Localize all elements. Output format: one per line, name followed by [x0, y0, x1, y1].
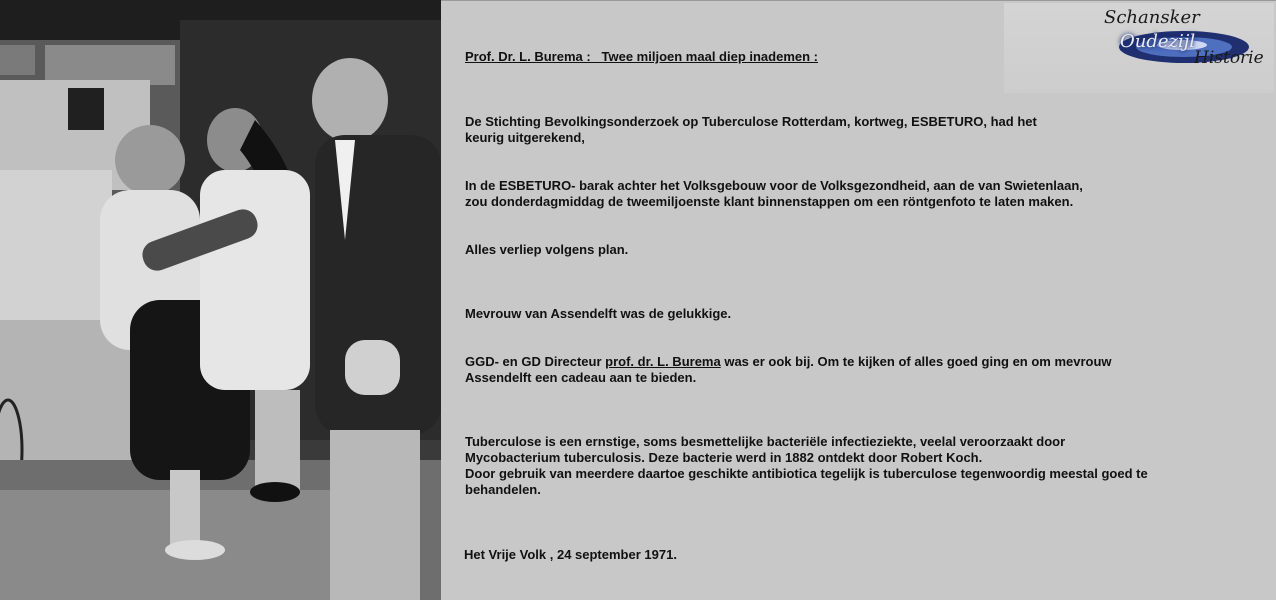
paragraph-1-line-2: keurig uitgerekend, [465, 130, 585, 145]
paragraph-5-line-2: Assendelft een cadeau aan te bieden. [465, 370, 697, 385]
site-logo[interactable] [1004, 3, 1274, 93]
paragraph-5-suffix: was er ook bij. Om te kijken of alles goed ging en om mevrouw [720, 354, 1112, 369]
paragraph-6-line-2: Mycobacterium tuberculosis. Deze bacterie werd in 1882 ontdekt door Robert Koch. [465, 450, 983, 465]
paragraph-2-line-1: In de ESBETURO- barak achter het Volksgebouw voor de Volksgezondheid, aan de van Swietenlaan, [465, 178, 1083, 193]
article-title: Prof. Dr. L. Burema : Twee miljoen maal diep inademen : [465, 49, 819, 64]
logo-line-1: Schansker [1104, 7, 1200, 28]
paragraph-6-line-4: behandelen. [465, 482, 541, 497]
paragraph-6-line-3: Door gebruik van meerdere daartoe geschikte antibiotica tegelijk is tuberculose tegenwoordig meestal goed te [465, 466, 1148, 481]
logo-line-3: Historie [1194, 48, 1264, 68]
paragraph-3: Alles verliep volgens plan. [465, 242, 629, 257]
paragraph-5-prefix: GGD- en GD Directeur [465, 354, 606, 369]
paragraph-2 [465, 178, 1255, 210]
paragraph-5 [465, 354, 1255, 386]
paragraph-1-line-1: De Stichting Bevolkingsonderzoek op Tuberculose Rotterdam, kortweg, ESBETURO, had het [465, 114, 1037, 129]
logo-line-2: Oudezijl [1120, 31, 1196, 52]
paragraph-4: Mevrouw van Assendelft was de gelukkige. [465, 306, 732, 321]
newspaper-photo [0, 0, 441, 600]
top-border [441, 0, 1276, 1]
article-source: Het Vrije Volk , 24 september 1971. [464, 547, 677, 562]
paragraph-6-line-1: Tuberculose is een ernstige, soms besmettelijke bacteriële infectieziekte, veelal veroorzaakt door [465, 434, 1066, 449]
burema-link[interactable]: prof. dr. L. Burema [605, 354, 721, 369]
paragraph-2-line-2: zou donderdagmiddag de tweemiljoenste klant binnenstappen om een röntgenfoto te laten maken. [465, 194, 1074, 209]
paragraph-1 [465, 114, 1255, 146]
paragraph-6 [465, 434, 1255, 498]
